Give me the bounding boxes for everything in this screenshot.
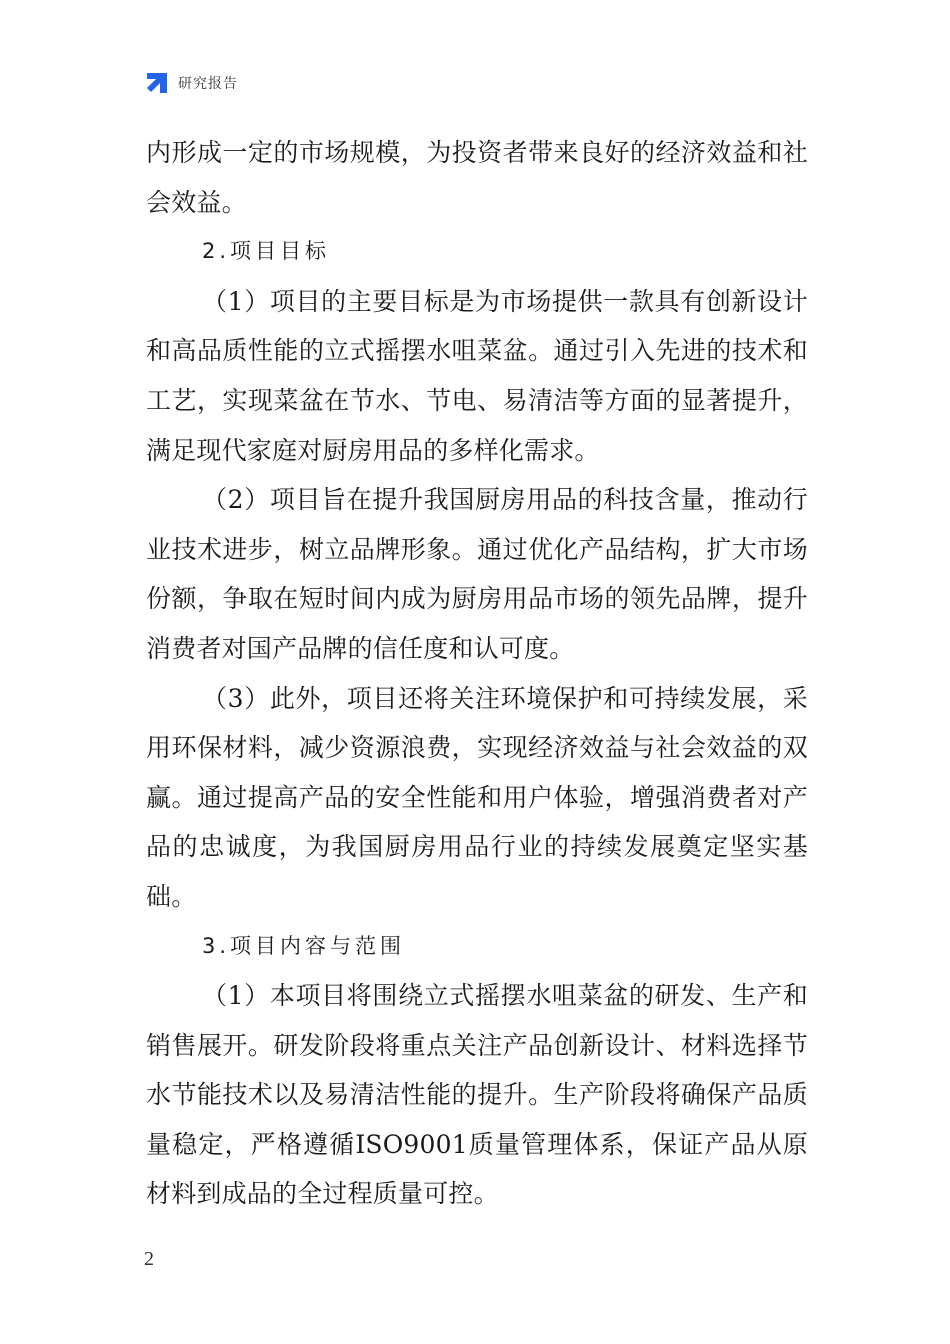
page-number: 2 (144, 1248, 154, 1270)
header-title: 研究报告 (178, 76, 238, 92)
paragraph-scope-1: （1）本项目将围绕立式摇摆水咀菜盆的研发、生产和销售展开。研发阶段将重点关注产品创新设计、材料选择节水节能技术以及易清洁性能的提升。生产阶段将确保产品质量稳定，严格遵循ISO9001质量管理体系，保证产品从原材料到成品的全过程质量可控。 (146, 981, 808, 1209)
page-header (144, 70, 238, 96)
section-heading-project-goals: 2.项目目标 (202, 239, 331, 264)
paragraph-goal-2: （2）项目旨在提升我国厨房用品的科技含量，推动行业技术进步，树立品牌形象。通过优化产品结构，扩大市场份额，争取在短时间内成为厨房用品市场的领先品牌，提升消费者对国产品牌的信任度和认可度。 (146, 485, 808, 663)
document-body (146, 128, 808, 1219)
paragraph-goal-3: （3）此外，项目还将关注环境保护和可持续发展，采用环保材料，减少资源浪费，实现经济效益与社会效益的双赢。通过提高产品的安全性能和用户体验，增强消费者对产品的忠诚度，为我国厨房用品行业的持续发展奠定坚实基础。 (146, 683, 808, 911)
arrow-up-right-icon (144, 70, 170, 96)
paragraph-goal-1: （1）项目的主要目标是为市场提供一款具有创新设计和高品质性能的立式摇摆水咀菜盆。通过引入先进的技术和工艺，实现菜盆在节水、节电、易清洁等方面的显著提升，满足现代家庭对厨房用品的多样化需求。 (146, 286, 808, 465)
section-heading-project-scope: 3.项目内容与范围 (202, 933, 406, 958)
paragraph-continuation: 内形成一定的市场规模，为投资者带来良好的经济效益和社会效益。 (146, 138, 808, 217)
